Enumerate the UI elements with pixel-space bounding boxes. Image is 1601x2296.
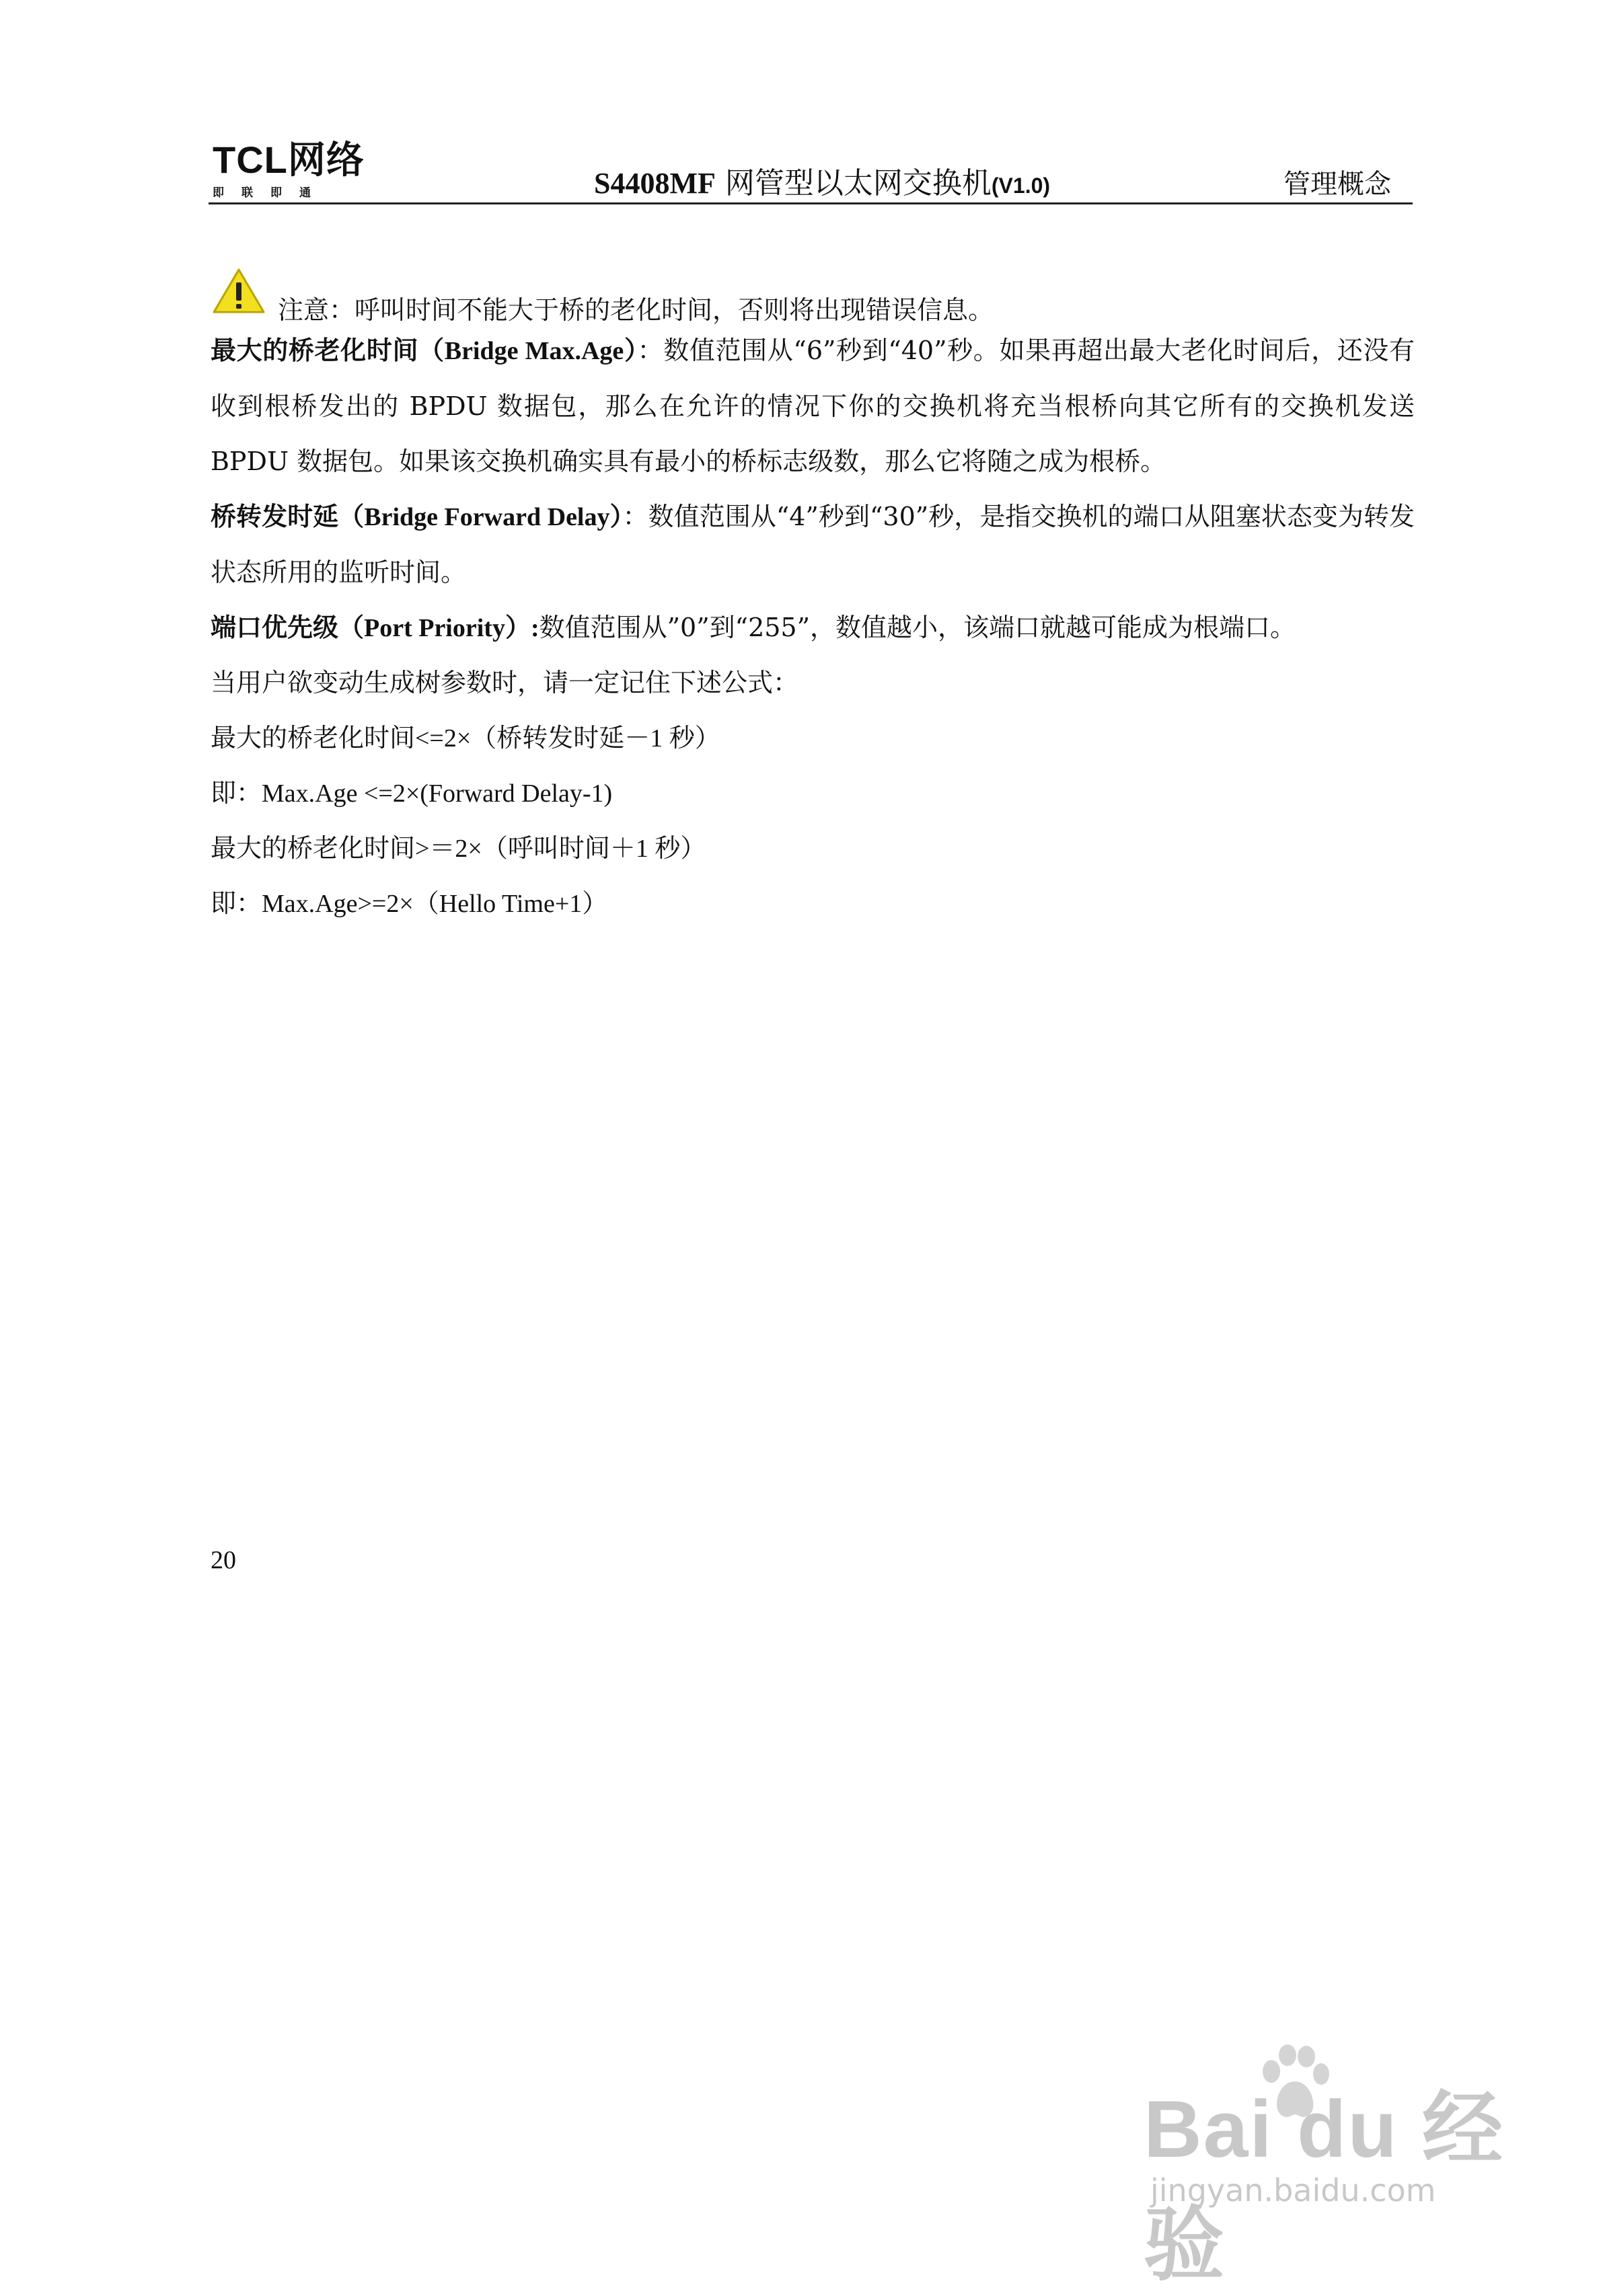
desc-max-age: ：数值范围从“6”秒到“40”秒。如果再超出最大老化时间后，还没有收到根桥发出的 BPDU 数据包，那么在允许的情况下你的交换机将充当根桥向其它所有的交换机发送 BPDU 数据包。如果该交换机确实具有最小的桥标志级数，那么它将随之成为根桥。: [211, 336, 1415, 476]
model-name: S4408MF: [594, 167, 716, 200]
page-number: 20: [211, 1546, 236, 1574]
main-content: [211, 268, 1415, 931]
document-title: [594, 159, 1050, 202]
formula-line: 最大的桥老化时间>＝2×（呼叫时间＋1 秒）: [211, 835, 706, 863]
desc-port-priority: 数值范围从”0”到“255”，数值越小，该端口就越可能成为根端口。: [539, 613, 1296, 642]
paragraph-forward-delay: [211, 489, 1415, 600]
term-port-priority: 端口优先级（Port Priority）:: [211, 614, 539, 642]
notice-text: 注意：呼叫时间不能大于桥的老化时间，否则将出现错误信息。: [278, 295, 994, 325]
warning-notice: [211, 268, 1415, 323]
logo-subtitle: 即联即通: [213, 186, 328, 200]
term-max-age: 最大的桥老化时间（Bridge Max.Age）: [211, 337, 638, 365]
header-divider: [209, 202, 1413, 204]
term-forward-delay: 桥转发时延（Bridge Forward Delay）: [211, 503, 623, 531]
warning-triangle-icon: [212, 268, 266, 315]
logo-text: TCL网络: [213, 139, 365, 181]
formula-line: 最大的桥老化时间<=2×（桥转发时延－1 秒）: [211, 724, 720, 753]
paragraph-port-priority: [211, 600, 1415, 656]
formula-intro: 当用户欲变动生成树参数时，请一定记住下述公式：: [211, 669, 799, 697]
watermark-brand: Bai du 经验: [1144, 2084, 1505, 2290]
version-text: (V1.0): [991, 174, 1051, 198]
title-text: 网管型以太网交换机: [715, 166, 992, 200]
paragraph-max-age: [211, 323, 1415, 489]
formula-line: 即：Max.Age>=2×（Hello Time+1）: [211, 890, 608, 918]
baidu-watermark: [1137, 2044, 1514, 2290]
desc-forward-delay: ：数值范围从“4”秒到“30”秒，是指交换机的端口从阻塞状态变为转发状态所用的监听时间。: [211, 502, 1415, 587]
formula-line: 即：Max.Age <=2×(Forward Delay-1): [211, 779, 613, 808]
page-header: [209, 135, 1413, 204]
tcl-logo: [213, 141, 394, 202]
section-name: 管理概念: [1283, 169, 1391, 200]
watermark-url: jingyan.baidu.com: [1150, 2172, 1436, 2209]
